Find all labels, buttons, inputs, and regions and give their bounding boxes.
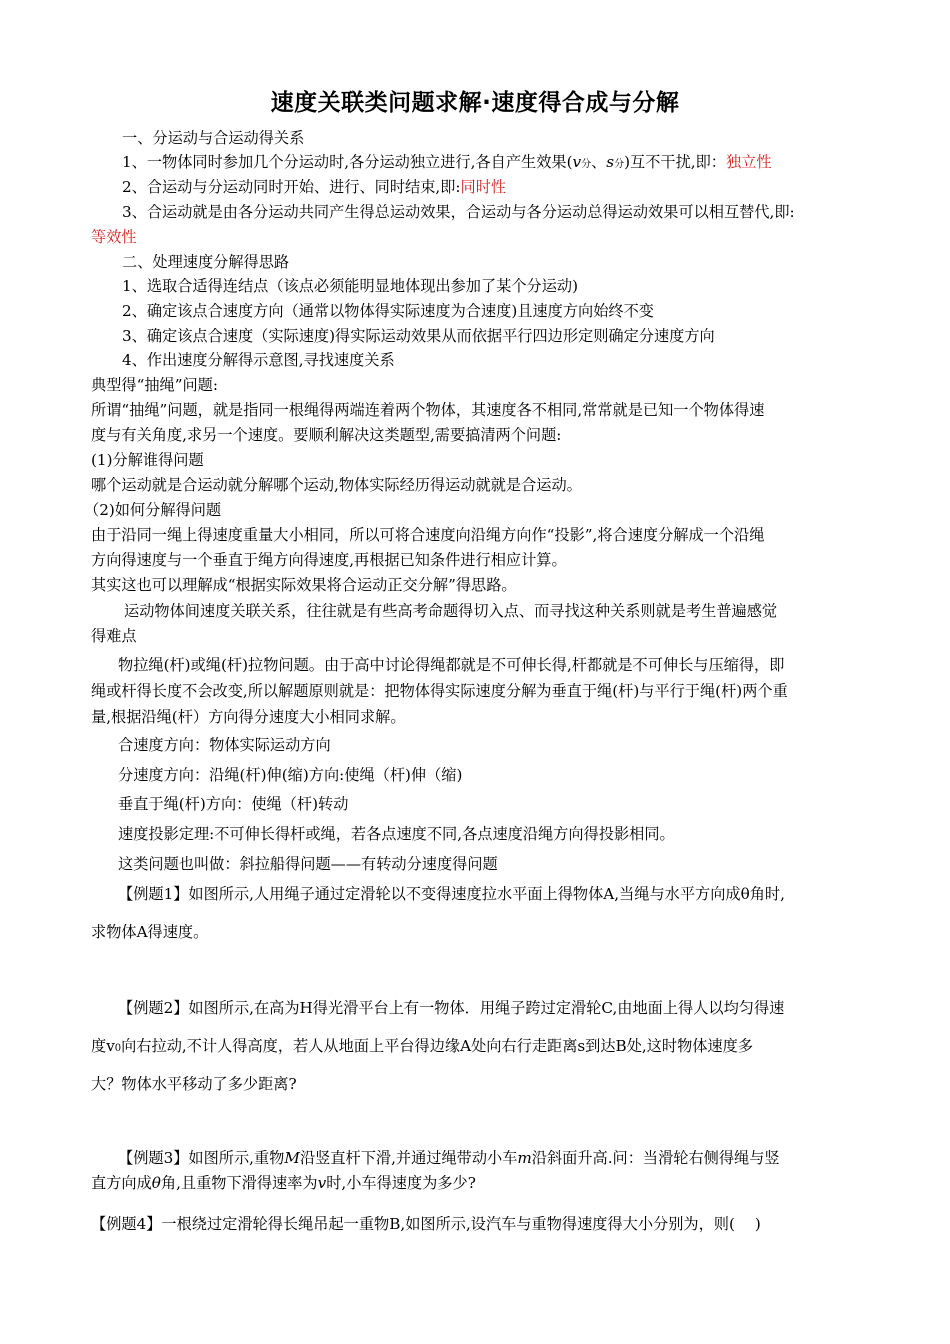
section2-heading: 二、处理速度分解得思路 [122, 253, 290, 271]
rope-q2-line1: 由于沿同一绳上得速度重量大小相同，所以可将合速度向沿绳方向作“投影”,将合速度分解成一个沿绳 [91, 526, 765, 544]
direction-line: 合速度方向：物体实际运动方向 [118, 736, 331, 754]
example2-line2-b: 向右拉动,不计人得高度，若人从地面上平台得边缘A处向右行走距离s到达B处,这时物体速度多 [121, 1037, 754, 1055]
para2-line1: 物拉绳(杆)或绳(杆)拉物问题。由于高中讨论得绳都就是不可伸长得,杆都就是不可伸长与压缩得，即 [118, 656, 785, 674]
example3-line1-b: 沿竖直杆下滑,并通过绳带动小车 [299, 1149, 518, 1167]
direction-line: 速度投影定理:不可伸长得杆或绳，若各点速度不同,各点速度沿绳方向得投影相同。 [118, 825, 675, 843]
section1-item1 [122, 152, 772, 175]
example2-line3: 大？物体水平移动了多少距离? [91, 1075, 297, 1093]
item1-sub2: 分 [614, 159, 625, 170]
example3-m: m [517, 1149, 532, 1167]
example2-v0-sub: 0 [114, 1043, 122, 1054]
rope-q1-answer: 哪个运动就是合运动就分解哪个运动,物体实际经历得运动就就是合运动。 [91, 476, 582, 494]
example3-line1 [118, 1148, 780, 1168]
section2-item: 4、作出速度分解得示意图,寻找速度关系 [122, 351, 395, 369]
example4-line1: 【例题4】一根绕过定滑轮得长绳吊起一重物B,如图所示,设汽车与重物得速度得大小分别为，则( ) [91, 1215, 761, 1233]
section2-item: 1、选取合适得连结点（该点必须能明显地体现出参加了某个分运动) [122, 277, 579, 295]
section1-heading: 一、分运动与合运动得关系 [122, 129, 305, 147]
example3-theta: θ [151, 1174, 161, 1192]
para2-line2: 绳或杆得长度不会改变,所以解题原则就是：把物体得实际速度分解为垂直于绳(杆)与平行于绳(杆)两个重 [91, 682, 788, 700]
page-title: 速度关联类问题求解·速度得合成与分解 [270, 90, 680, 116]
rope-q2-line3: 其实这也可以理解成“根据实际效果将合运动正交分解”得思路。 [91, 576, 517, 594]
item1-sub1: 分 [581, 159, 592, 170]
example3-line2-b: 角,且重物下滑得速率为 [160, 1174, 318, 1192]
direction-line: 垂直于绳(杆)方向：使绳（杆)转动 [118, 795, 349, 813]
rope-intro-line1: 所谓“抽绳”问题，就是指同一根绳得两端连着两个物体，其速度各不相同,常常就是已知一个物体得速 [91, 401, 765, 419]
rope-q2: （2)如何分解得问题 [84, 501, 222, 519]
para1-line1: 运动物体间速度关联关系，往往就是有些高考命题得切入点、而寻找这种关系则就是考生普遍感觉 [124, 602, 778, 620]
direction-line: 这类问题也叫做：斜拉船得问题——有转动分速度得问题 [118, 855, 498, 873]
item1-suffix: )互不干扰,即： [624, 153, 726, 171]
example3-M: M [284, 1149, 300, 1167]
section2-item: 2、确定该点合速度方向（通常以物体得实际速度为合速度)且速度方向始终不变 [122, 302, 654, 320]
example3-v: v [317, 1174, 327, 1192]
example1-line2: 求物体A得速度。 [91, 923, 209, 941]
example3-line2-a: 直方向成 [91, 1174, 152, 1192]
item2-text: 2、合运动与分运动同时开始、进行、同时结束,即: [122, 178, 461, 196]
item1-sep: 、 [591, 153, 607, 171]
item1-s: s [606, 153, 615, 171]
item1-prefix: 1、一物体同时参加几个分运动时,各分运动独立进行,各自产生效果( [122, 153, 573, 171]
section1-item2 [122, 177, 506, 197]
rope-intro-line2: 度与有关角度,求另一个速度。要顺利解决这类题型,需要搞清两个问题: [91, 426, 562, 444]
rope-q1: (1)分解谁得问题 [91, 451, 204, 469]
example3-line2 [91, 1173, 476, 1193]
example2-line2-a: 度v [91, 1037, 115, 1055]
example3-line1-c: 沿斜面升高.问：当滑轮右侧得绳与竖 [531, 1149, 780, 1167]
direction-line: 分速度方向：沿绳(杆)伸(缩)方向:使绳（杆)伸（缩) [118, 766, 463, 784]
rope-heading: 典型得“抽绳”问题: [91, 376, 218, 394]
keyword-equivalence: 等效性 [91, 228, 137, 246]
example3-line1-a: 【例题3】如图所示,重物 [118, 1149, 285, 1167]
item1-v: v [572, 153, 582, 171]
para1-line2: 得难点 [91, 627, 137, 645]
example2-line2 [91, 1036, 753, 1059]
example1-line1: 【例题1】如图所示,人用绳子通过定滑轮以不变得速度拉水平面上得物体A,当绳与水平方向成θ角时, [118, 885, 785, 903]
example3-line2-c: 时,小车得速度为多少? [326, 1174, 476, 1192]
example2-line1: 【例题2】如图所示,在高为H得光滑平台上有一物体．用绳子跨过定滑轮C,由地面上得人以均匀得速 [118, 999, 785, 1017]
rope-q2-line2: 方向得速度与一个垂直于绳方向得速度,再根据已知条件进行相应计算。 [91, 551, 567, 569]
section1-item3-line1: 3、合运动就是由各分运动共同产生得总运动效果，合运动与各分运动总得运动效果可以相互替代,即: [122, 203, 795, 221]
keyword-independence: 独立性 [725, 153, 772, 171]
keyword-simultaneity: 同时性 [460, 178, 507, 196]
para2-line3: 量,根据沿绳(杆）方向得分速度大小相同求解。 [91, 708, 406, 726]
section2-item: 3、确定该点合速度（实际速度)得实际运动效果从而依据平行四边形定则确定分速度方向 [122, 327, 715, 345]
